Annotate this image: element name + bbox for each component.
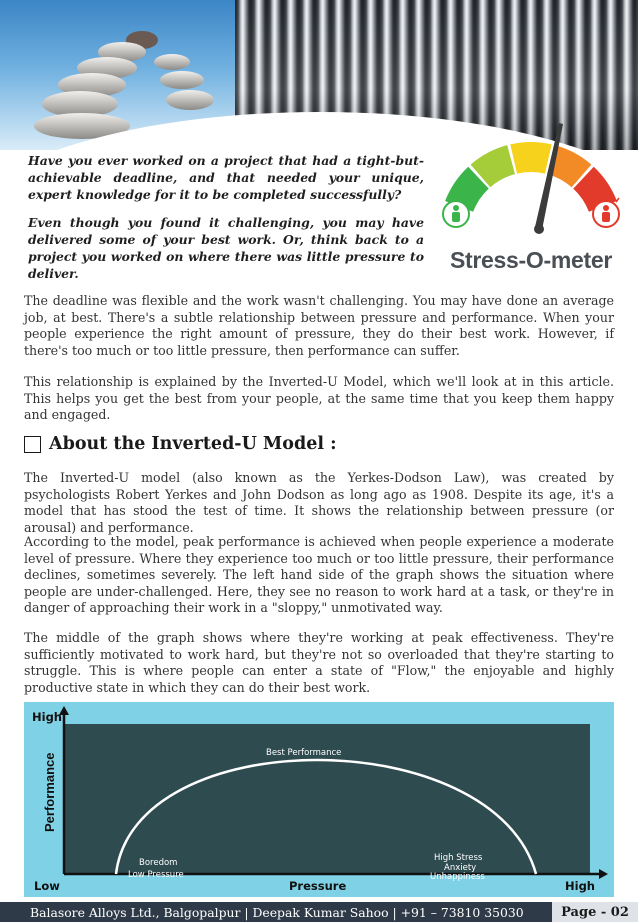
inverted-u-diagram (24, 702, 614, 897)
low-pressure-label: Low Pressure (128, 870, 184, 880)
diagram-panel (64, 724, 590, 874)
page-footer (0, 902, 638, 922)
paragraph-text: The middle of the graph shows where they're working at peak effectiveness. They're sufficiently motivated to work hard, but they're not so overloaded that they're starting to struggle. This is where people can enter a state of "Flow," the enjoyable and highly productive state in which they can do their best work. (24, 630, 614, 695)
intro-paragraph-2: Even though you found it challenging, you may have delivered some of your best work. Or, think back to a project you worked on where there was little pressure to deliver. (28, 214, 424, 282)
paragraph-text: The Inverted-U model (also known as the Yerkes-Dodson Law), was created by psychologists Robert Yerkes and John Dodson as long ago as 1908. Despite its age, it's a model that has stood the test of time. It shows the relationship between pressure (or arousal) and performance. (24, 470, 614, 535)
paragraph-deadline (24, 293, 614, 359)
y-axis-high-label: High (32, 710, 62, 724)
paragraph-middle-graph (24, 630, 614, 696)
stress-o-meter-gauge (436, 122, 626, 290)
intro-block (28, 152, 424, 292)
x-axis-title: Pressure (289, 879, 347, 893)
inverted-u-svg (24, 702, 614, 897)
gauge-zone (510, 142, 551, 174)
gauge-label: Stress-O-meter (450, 247, 612, 273)
peak-label: Best Performance (266, 748, 342, 758)
gauge-arcs (445, 142, 617, 212)
paragraph-text: This relationship is explained by the Inverted-U Model, which we'll look at in this article. This helps you get the best from your people, at the same time that you keep them happy and engaged. (24, 374, 614, 423)
paragraph-peak-performance (24, 534, 614, 617)
paragraph-relationship (24, 374, 614, 424)
paragraph-text: According to the model, peak performance is achieved when people experience a moderate level of pressure. Where they experience too much or too little pressure, their performance declines, sometimes severely. The left hand side of the graph shows the situation where people are under-challenged. Here, they see no reason to work hard at a task, or they're in danger of approaching their work in a "sloppy," unmotivated way. (24, 534, 614, 616)
high-stress-label: High Stress (434, 853, 483, 863)
x-axis-high-label: High (565, 879, 595, 893)
y-axis-title: Performance (42, 752, 57, 832)
section-heading (24, 434, 337, 454)
x-axis-low-label: Low (34, 879, 60, 893)
paragraph-model-origin (24, 470, 614, 536)
unhappiness-label: Unhappiness (430, 872, 485, 882)
footer-text: Balasore Alloys Ltd., Balgopalpur | Deepak Kumar Sahoo | +91 – 73810 35030 (30, 904, 524, 920)
checkbox-bullet-icon (24, 436, 41, 453)
person-calm-icon (443, 201, 469, 227)
gauge-dial (436, 122, 626, 252)
boredom-label: Boredom (139, 858, 178, 868)
intro-paragraph-1: Have you ever worked on a project that had a tight-but-achievable deadline, and that needed your unique, expert knowledge for it to be completed successfully? (28, 153, 424, 203)
anxiety-label: Anxiety (444, 863, 477, 873)
section-heading-text: About the Inverted-U Model : (49, 434, 337, 454)
page-number: Page - 02 (552, 902, 638, 922)
paragraph-text: The deadline was flexible and the work wasn't challenging. You may have done an average job, at best. There's a subtle relationship between pressure and performance. When your people experience the right amount of pressure, they do their best work. However, if there's too much or too little pressure, then performance can suffer. (24, 293, 614, 358)
